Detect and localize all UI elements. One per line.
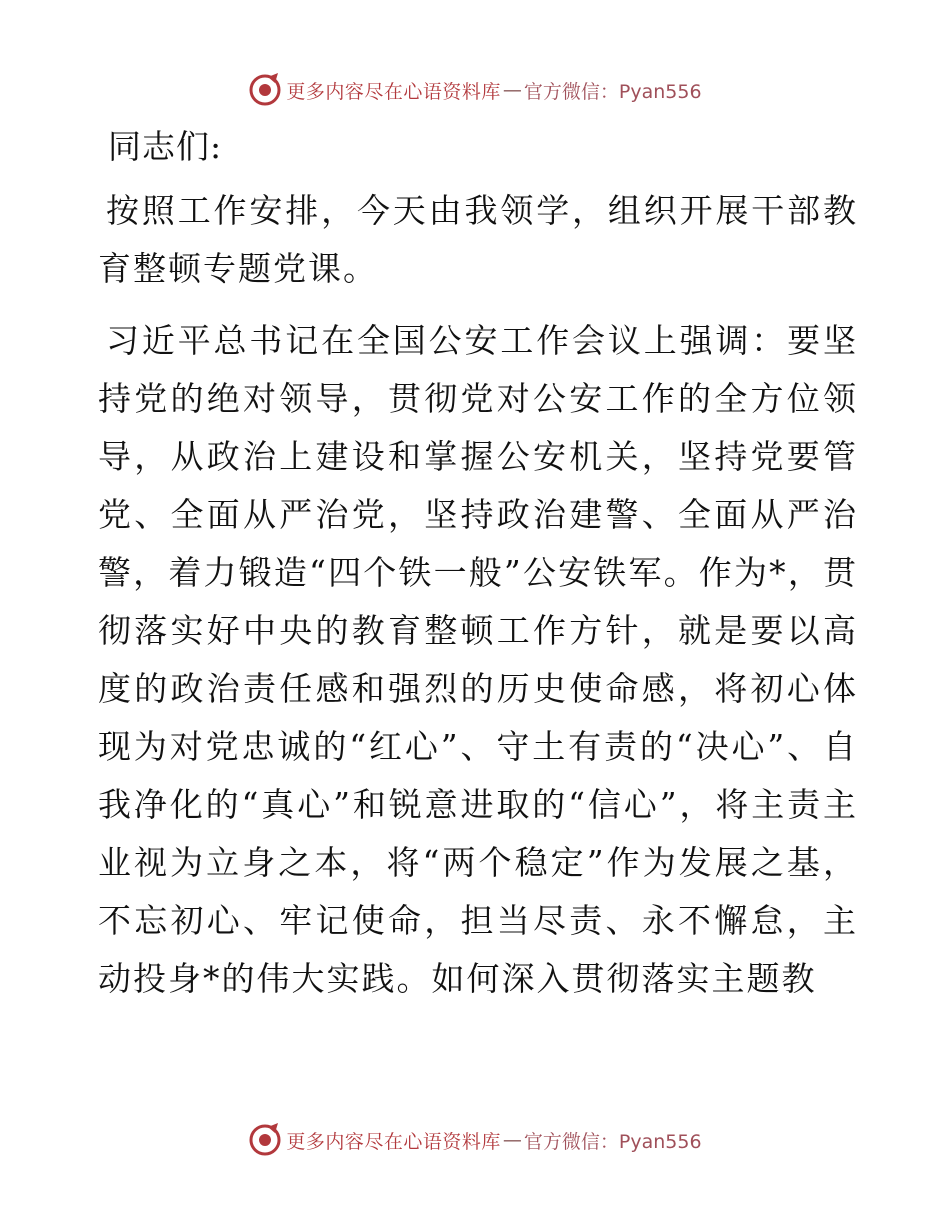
watermark-separator: — xyxy=(502,1129,522,1151)
watermark-text: 更多内容尽在心语资料库 xyxy=(286,80,501,103)
document-body xyxy=(98,124,858,1022)
watermark-text: 更多内容尽在心语资料库 xyxy=(286,1130,501,1153)
pen-logo-icon xyxy=(248,1123,282,1157)
paragraph-main: 习近平总书记在全国公安工作会议上强调：要坚持党的绝对领导，贯彻党对公安工作的全方位领导，从政治上建设和掌握公安机关，坚持党要管党、全面从严治党，坚持政治建警、全面从严治警，着力锻造“四个铁一般”公安铁军。作为*，贯彻落实好中央的教育整顿工作方针，就是要以高度的政治责任感和强烈的历史使命感，将初心体现为对党忠诚的“红心”、守土有责的“决心”、自我净化的“真心”和锐意进取的“信心”，将主责主业视为立身之本，将“两个稳定”作为发展之基，不忘初心、牢记使命，担当尽责、永不懈怠，主动投身*的伟大实践。如何深入贯彻落实主题教 xyxy=(98,321,858,998)
watermark-separator: — xyxy=(502,79,522,101)
salutation: 同志们: xyxy=(108,127,223,166)
footer-watermark xyxy=(0,1120,950,1160)
pen-logo-icon xyxy=(248,73,282,107)
watermark-contact: 官方微信：Pyan556 xyxy=(523,1130,702,1153)
header-watermark xyxy=(0,70,950,110)
watermark-contact: 官方微信：Pyan556 xyxy=(523,80,702,103)
paragraph-intro: 按照工作安排，今天由我领学，组织开展干部教育整顿专题党课。 xyxy=(98,191,858,288)
